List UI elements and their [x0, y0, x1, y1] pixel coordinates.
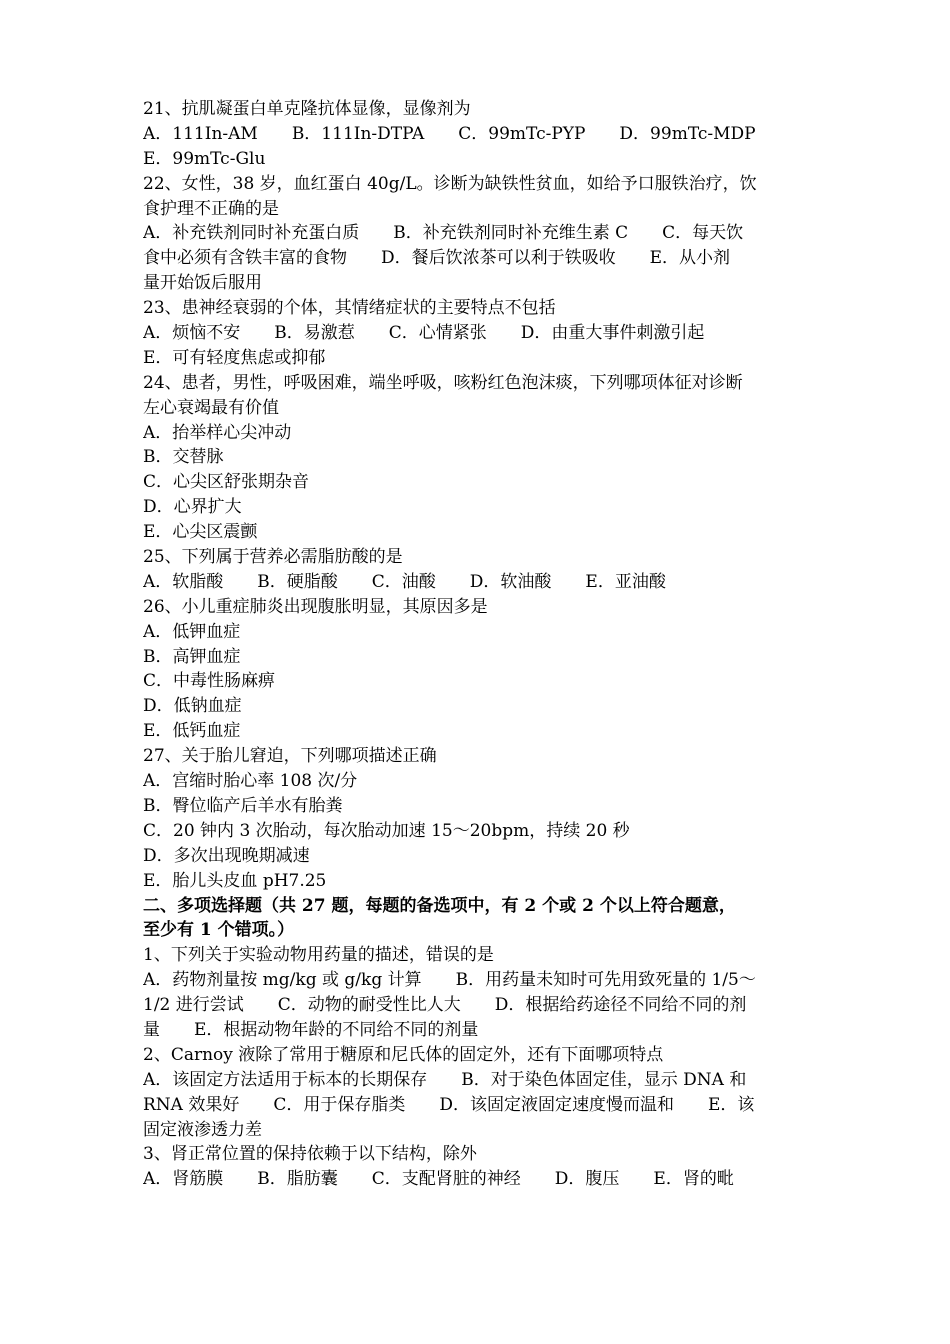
text-line: A．低钾血症: [143, 621, 241, 642]
text-line: A．补充铁剂同时补充蛋白质 B．补充铁剂同时补充维生素 C C．每天饮: [143, 223, 744, 244]
text-line: A．该固定方法适用于标本的长期保存 B．对于染色体固定佳，显示 DNA 和: [143, 1069, 747, 1090]
text-line: E．胎儿头皮血 pH7.25: [143, 870, 327, 891]
text-line: A．软脂酸 B．硬脂酸 C．油酸 D．软油酸 E．亚油酸: [143, 571, 666, 592]
text-line: C．中毒性肠麻痹: [143, 671, 276, 692]
text-line: A．肾筋膜 B．脂肪囊 C．支配肾脏的神经 D．腹压 E．肾的毗: [143, 1169, 734, 1190]
text-line: 量 E．根据动物年龄的不同给不同的剂量: [143, 1019, 479, 1040]
text-line: 23、患神经衰弱的个体，其情绪症状的主要特点不包括: [143, 298, 556, 319]
text-line: 22、女性，38 岁，血红蛋白 40g/L。诊断为缺铁性贫血，如给予口服铁治疗，饮: [143, 173, 757, 194]
text-line: A．宫缩时胎心率 108 次/分: [143, 771, 358, 792]
text-line: B．臀位临产后羊水有胎粪: [143, 795, 343, 816]
text-line: A．烦恼不安 B．易激惹 C．心情紧张 D．由重大事件刺激引起: [143, 323, 705, 344]
text-line: C．20 钟内 3 次胎动，每次胎动加速 15～20bpm，持续 20 秒: [143, 820, 630, 841]
text-line: E．心尖区震颤: [143, 522, 258, 543]
text-line: 25、下列属于营养必需脂肪酸的是: [143, 547, 403, 568]
text-line: D．多次出现晚期减速: [143, 845, 310, 866]
text-line: B．交替脉: [143, 447, 224, 468]
text-line: 二、多项选择题（共 27 题，每题的备选项中，有 2 个或 2 个以上符合题意，: [143, 895, 736, 916]
text-line: B．高钾血症: [143, 646, 241, 667]
text-line: A．111In-AM B．111In-DTPA C．99mTc-PYP D．99mTc-MDP: [143, 123, 756, 144]
text-line: RNA 效果好 C．用于保存脂类 D．该固定液固定速度慢而温和 E．该: [143, 1094, 755, 1115]
text-line: 2、Carnoy 液除了常用于糖原和尼氏体的固定外，还有下面哪项特点: [143, 1044, 664, 1065]
text-line: E．低钙血症: [143, 721, 241, 742]
text-line: 食中必须有含铁丰富的食物 D．餐后饮浓茶可以利于铁吸收 E．从小剂: [143, 248, 731, 269]
text-line: 24、患者，男性，呼吸困难，端坐呼吸，咳粉红色泡沫痰，下列哪项体征对诊断: [143, 372, 743, 393]
text-line: 21、抗肌凝蛋白单克隆抗体显像，显像剂为: [143, 99, 471, 119]
text-line: 26、小儿重症肺炎出现腹胀明显，其原因多是: [143, 596, 488, 617]
text-line: E．可有轻度焦虑或抑郁: [143, 347, 326, 368]
text-line: A．抬举样心尖冲动: [143, 422, 292, 443]
text-line: E．99mTc-Glu: [143, 148, 266, 169]
text-line: 量开始饭后服用: [143, 273, 262, 294]
document-page: [143, 97, 813, 1192]
text-line: 至少有 1 个错项。）: [143, 920, 295, 941]
text-line: 左心衰竭最有价值: [143, 397, 279, 418]
text-line: D．心界扩大: [143, 497, 242, 518]
text-line: 3、肾正常位置的保持依赖于以下结构，除外: [143, 1144, 477, 1165]
text-line: A．药物剂量按 mg/kg 或 g/kg 计算 B．用药量未知时可先用致死量的 1/5～: [143, 970, 756, 991]
text-line: D．低钠血症: [143, 696, 242, 717]
text-line: 1、下列关于实验动物用药量的描述，错误的是: [143, 945, 494, 966]
text-line: 固定液渗透力差: [143, 1119, 262, 1140]
text-line: 1/2 进行尝试 C．动物的耐受性比人大 D．根据给药途径不同给不同的剂: [143, 995, 747, 1016]
text-line: 食护理不正确的是: [143, 198, 279, 219]
text-line: 27、关于胎儿窘迫，下列哪项描述正确: [143, 746, 437, 767]
text-line: C．心尖区舒张期杂音: [143, 472, 310, 493]
